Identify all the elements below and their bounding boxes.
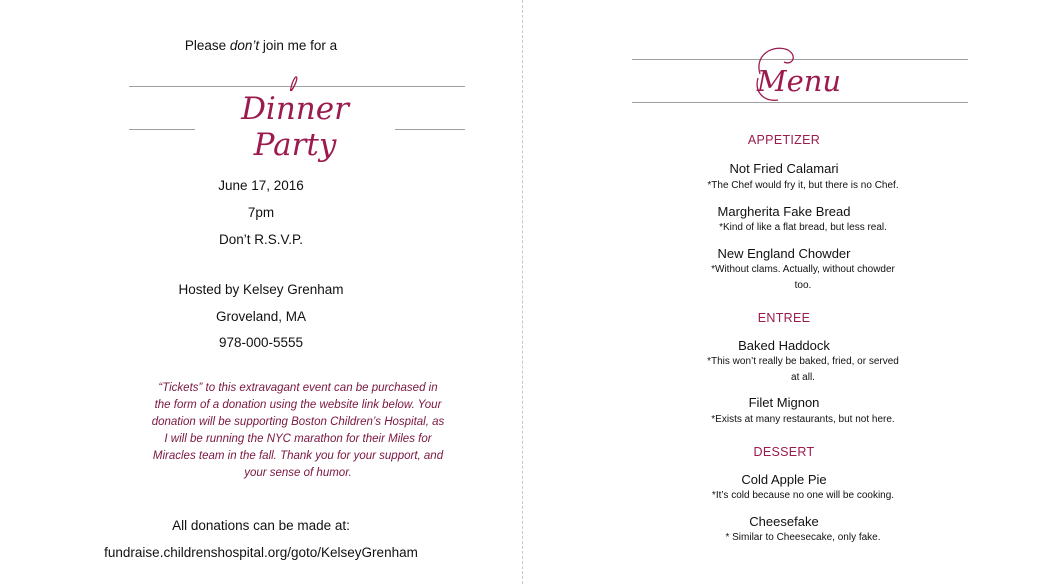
event-time: 7pm (247, 205, 275, 220)
section-appetizer: APPETIZER (747, 133, 821, 147)
menu-note-filet: *Exists at many restaurants, but not here. (711, 414, 895, 425)
invite-intro: Please don’t join me for a (184, 38, 338, 53)
menu-note-calamari: *The Chef would fry it, but there is no Chef. (707, 180, 899, 191)
menu-item-calamari: Not Fried Calamari (729, 161, 839, 176)
menu-item-filet: Filet Mignon (748, 395, 820, 410)
menu-title: Menu (756, 64, 842, 98)
menu-note-fake-bread: *Kind of like a flat bread, but less real. (719, 222, 887, 233)
menu-note-apple-pie: *It’s cold because no one will be cooking. (711, 490, 895, 501)
menu-item-fake-bread: Margherita Fake Bread (717, 204, 851, 219)
invite-title: Dinner Party (195, 91, 395, 163)
rsvp-text: Don’t R.S.V.P. (218, 232, 304, 247)
menu-note-chowder: *Without clams. Actually, without chowder too. (711, 264, 895, 291)
invitation-panel (0, 0, 522, 584)
host-name: Hosted by Kelsey Grenham (178, 282, 344, 297)
event-location: Groveland, MA (215, 309, 307, 324)
menu-note-cheesefake: * Similar to Cheesecake, only fake. (725, 532, 881, 543)
menu-panel (523, 0, 1045, 584)
menu-item-apple-pie: Cold Apple Pie (741, 472, 827, 487)
host-phone: 978-000-5555 (218, 335, 304, 350)
section-entree: ENTREE (757, 311, 811, 325)
menu-item-haddock: Baked Haddock (738, 338, 830, 353)
event-date: June 17, 2016 (218, 178, 304, 193)
donation-link[interactable]: fundraise.childrenshospital.org/goto/KelseyGrenham (104, 545, 418, 560)
menu-note-haddock: *This won’t really be baked, fried, or served at all. (707, 356, 899, 383)
section-dessert: DESSERT (753, 445, 815, 459)
donation-note: “Tickets” to this extravagant event can be purchased in the form of a donation using the website link below. Your donation will be supporting Boston Children’s Hospital, as I will be running the NYC marathon for their Miles for Miracles team in the fall. Thank you for your support, and your sense of humor. (151, 382, 445, 479)
menu-item-cheesefake: Cheesefake (749, 514, 819, 529)
menu-item-chowder: New England Chowder (717, 246, 851, 261)
donations-label: All donations can be made at: (172, 518, 350, 533)
